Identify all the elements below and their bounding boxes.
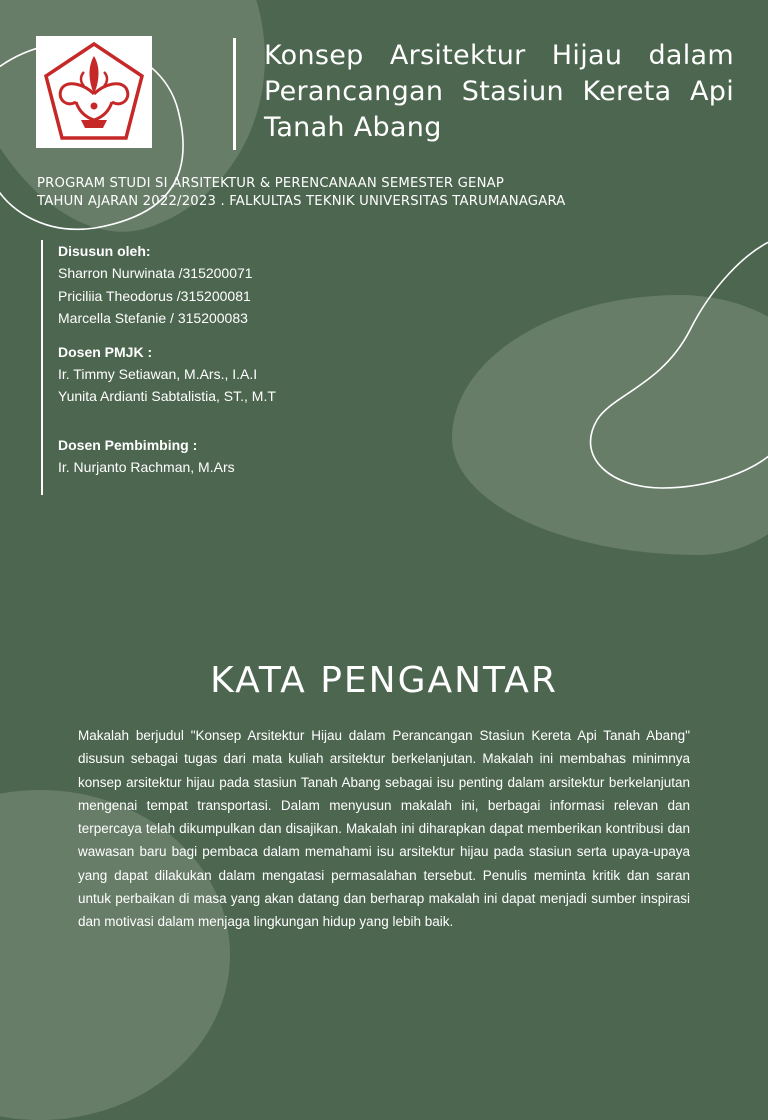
- author-name: Priciliia Theodorus /315200081: [58, 287, 251, 304]
- authors-heading: Disusun oleh:: [58, 243, 151, 259]
- credits-section: [58, 240, 438, 478]
- author-name: Sharron Nurwinata /315200071: [58, 265, 253, 281]
- document-title: Konsep Arsitektur Hijau dalam Perancangan Stasiun Kereta Api Tanah Abang: [264, 40, 734, 143]
- advisor-heading: Dosen Pembimbing :: [58, 436, 198, 453]
- logo-box: [36, 36, 152, 148]
- credits-divider: [41, 240, 43, 495]
- pmjk-lecturer: Ir. Timmy Setiawan, M.Ars., I.A.I: [58, 365, 258, 382]
- title-divider: [233, 38, 236, 150]
- university-emblem-icon: [36, 36, 152, 148]
- program-line: PROGRAM STUDI SI ARSITEKTUR & PERENCANAAN SEMESTER GENAP: [37, 176, 505, 191]
- pmjk-heading: Dosen PMJK :: [58, 343, 153, 360]
- program-line: TAHUN AJARAN 2022/2023 . FALKULTAS TEKNIK UNIVERSITAS TARUMANAGARA: [37, 194, 566, 209]
- advisor-name: Ir. Nurjanto Rachman, M.Ars: [58, 458, 235, 475]
- preface-title: KATA PENGANTAR: [210, 660, 558, 701]
- author-name: Marcella Stefanie / 315200083: [58, 310, 248, 326]
- decorative-blob-right: [452, 295, 768, 555]
- preface-body: Makalah berjudul "Konsep Arsitektur Hijau dalam Perancangan Stasiun Kereta Api Tanah Abang" disusun sebagai tugas dari mata kuliah arsitektur berkelanjutan. Makalah ini membahas minimnya konsep arsitektur hijau pada stasiun Tanah Abang sebagai isu penting dalam arsitektur berkelanjutan mengenai tempat transportasi. Dalam menyusun makalah ini, berbagai informasi relevan dan terpercaya telah dikumpulkan dan disajikan. Makalah ini diharapkan dapat memberikan kontribusi dan wawasan baru bagi pembaca dalam memahami isu arsitektur hijau pada stasiun serta upaya-upaya yang dapat dilakukan dalam mengatasi permasalahan tersebut. Penulis meminta kritik dan saran untuk perbaikan di masa yang akan datang dan berharap makalah ini dapat menjadi sumber inspirasi dan motivasi dalam menjaga lingkungan hidup yang lebih baik.: [78, 728, 690, 930]
- program-info: [37, 175, 737, 211]
- pmjk-lecturer: Yunita Ardianti Sabtalistia, ST., M.T: [58, 388, 276, 404]
